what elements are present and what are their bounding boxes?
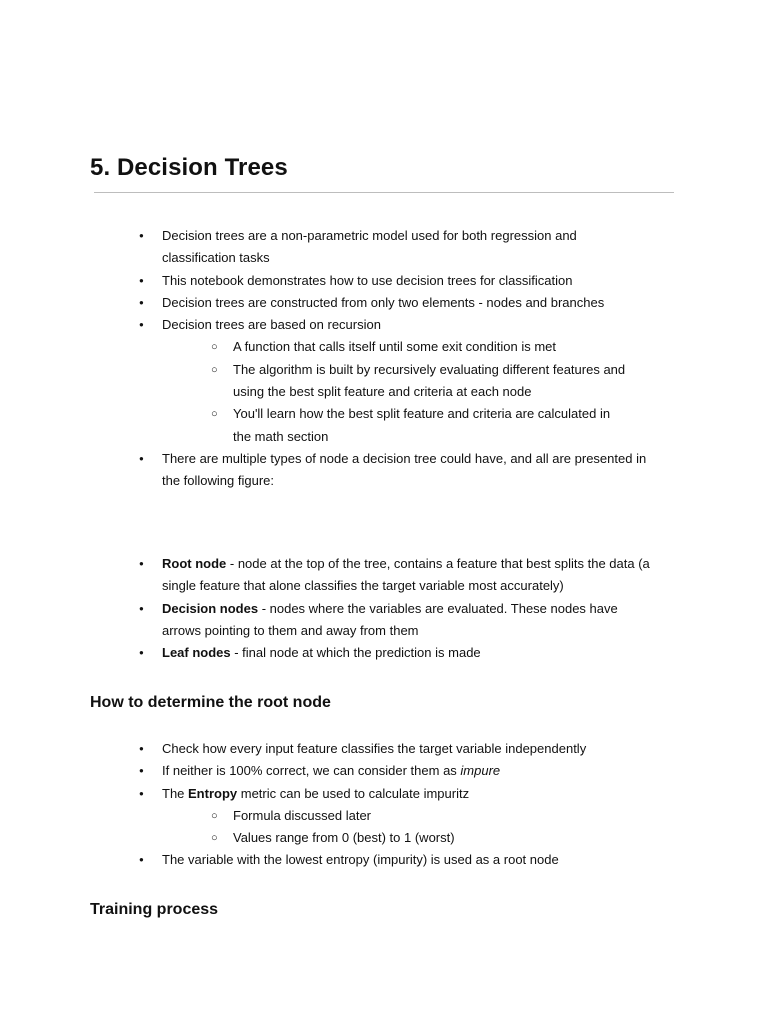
recursion-sub-list: [233, 336, 628, 447]
title-divider: [94, 192, 674, 193]
list-item: ● The variable with the lowest entropy (impurity) is used as a root node: [162, 849, 652, 871]
term-root-node: Root node: [162, 556, 227, 571]
list-item-text: Decision trees are based on recursion: [162, 317, 381, 333]
list-item: [162, 783, 652, 850]
sub-list-item: ○ Formula discussed later: [233, 805, 628, 827]
emphasis-impure: impure: [460, 763, 501, 779]
term-description: - final node at which the prediction is made: [230, 645, 481, 661]
root-node-list: [162, 738, 652, 872]
entropy-sub-list: [233, 805, 628, 850]
list-item: [162, 553, 652, 598]
section-heading-training: Training process: [90, 901, 219, 918]
intro-bullet-list: [162, 225, 652, 493]
list-item: [162, 760, 652, 782]
sub-list-item: ○ You'll learn how the best split feature and criteria are calculated in the math section: [233, 403, 628, 448]
list-item: [162, 598, 652, 643]
list-item: ● Check how every input feature classifies the target variable independently: [162, 738, 652, 760]
term-leaf-nodes: Leaf nodes: [162, 645, 231, 661]
list-item: ● There are multiple types of node a decision tree could have, and all are presented in the following figure:: [162, 448, 652, 493]
list-item: [162, 642, 652, 664]
list-item-text: If neither is 100% correct, we can consider them as: [162, 763, 461, 779]
sub-list-item: ○ The algorithm is built by recursively evaluating different features and using the best split feature and criteria at each node: [233, 359, 628, 404]
node-types-list: [162, 553, 652, 664]
list-item: ● This notebook demonstrates how to use decision trees for classification: [162, 270, 652, 292]
term-description: - node at the top of the tree, contains a feature that best splits the data (a single feature that alone classifies the target variable most accurately): [162, 556, 650, 594]
list-item: [162, 314, 652, 448]
sub-list-item: ○ A function that calls itself until some exit condition is met: [233, 336, 628, 358]
term-decision-nodes: Decision nodes: [162, 600, 259, 616]
sub-list-item: ○ Values range from 0 (best) to 1 (worst): [233, 827, 628, 849]
section-heading-root-node: How to determine the root node: [90, 694, 331, 711]
list-item: ● Decision trees are a non-parametric model used for both regression and classification tasks: [162, 225, 652, 270]
page-title: 5. Decision Trees: [90, 154, 288, 181]
term-entropy: Entropy: [188, 785, 238, 801]
list-item-text: metric can be used to calculate impuritz: [237, 785, 470, 801]
list-item-text: The: [162, 785, 189, 801]
term-description: - nodes where the variables are evaluated. These nodes have arrows pointing to them and away from them: [162, 600, 618, 638]
list-item: ● Decision trees are constructed from only two elements - nodes and branches: [162, 292, 652, 314]
